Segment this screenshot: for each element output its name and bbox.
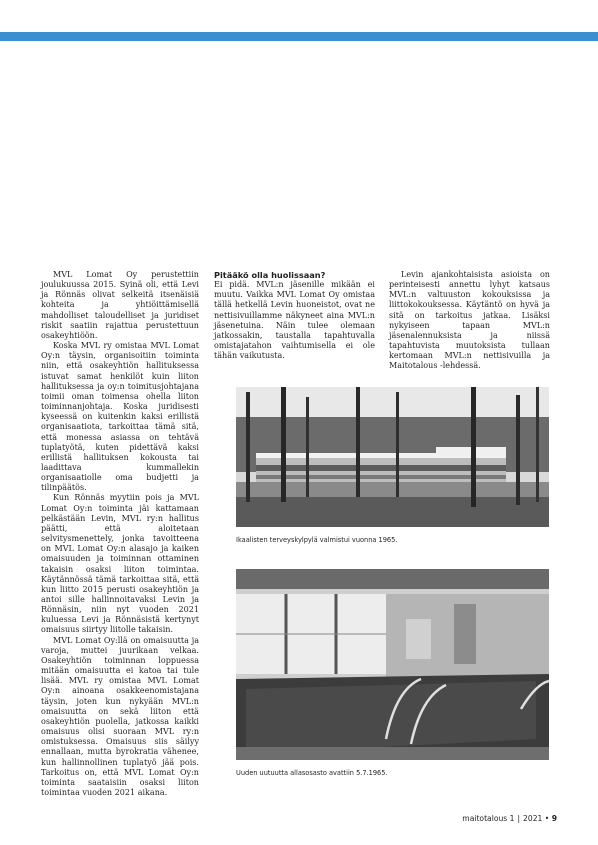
paragraph: Ei pidä. MVL:n jäsenille mikään ei muutu. Vaikka MVL Lomat Oy omistaa tällä hetkellä Levin huoneistot, ovat ne nettisivuillamme näkyneet aina MVL:n jäsenetuina. Näin tulee olemaan jatkossakin, taustalla tapahtuvalla omistajatahon vaihtumisella ei ole tähän vaikutusta. [214, 280, 375, 361]
paragraph: MVL Lomat Oy perustettiin joulukuussa 2015. Syinä oli, että Levi ja Rönnäs olivat selkeitä itsenäisiä kohteita ja yhtiöittämisellä mahdolliset taloudelliset ja juridiset riskit saatiin rajattua perustettuun osakeyhtiöön. [41, 270, 199, 340]
photo-caption: Uuden uutuutta allasosasto avattiin 5.7.1965. [236, 769, 388, 777]
paragraph: Levin ajankohtaisista asioista on perinteisesti annettu lyhyt katsaus MVL:n valtuuston kokouksissa ja liittokokouksessa. Käytäntö on hyvä ja sitä on tarkoitus jatkaa. Lisäksi nykyiseen tapaan MVL:n jäsenalennuksista ja niissä tapahtuvista muutoksista tullaan kertomaan MVL:n nettisivuilla ja Maitotalous -lehdessä. [389, 270, 550, 371]
article-column-1 [41, 270, 199, 798]
top-accent-bar [0, 32, 598, 41]
spa-building-photo [236, 387, 549, 527]
publication-name: maitotalous 1 [462, 814, 515, 823]
section-heading: Pitääkö olla huolissaan? [214, 270, 326, 280]
publication-year: 2021 [523, 814, 543, 823]
paragraph: MVL Lomat Oy:llä on omaisuutta ja varoja, muttei juurikaan velkaa. Osakeyhtiön toiminnan loppuessa mitään omaisuutta ei katoa tai tule lisää. MVL ry omistaa MVL Lomat Oy:n ainoana osakkeenomistajana täysin, joten kun nykyään MVL:n omaisuutta on sekä liiton että osakeyhtiön puolella, jatkossa kaikki omaisuus olisi suoraan MVL ry:n omistuksessa. Omaisuus siis säilyy ennallaan, mutta byrokratia vähenee, kun hallinnollinen tuplatyö jää pois. Tarkoitus on, että MVL Lomat Oy:n toiminta saataisiin osaksi liiton toimintaa vuoden 2021 aikana. [41, 635, 199, 797]
article-column-2 [214, 270, 375, 361]
pool-hall-photo [236, 569, 549, 760]
paragraph: Kun Rönnäs myytiin pois ja MVL Lomat Oy:n toiminta jäi kattamaan pelkästään Levin, MVL ry:n hallitus päätti, että aloitetaan selvitysmenettely, jonka tavoitteena on MVL Lomat Oy:n alasajo ja kaiken omaisuuden ja toiminnan ottaminen takaisin osaksi liiton toimintaa. Käytännössä tämä tarkoittaa sitä, että kun liitto 2015 perusti osakeyhtiön ja antoi sille hallinnoitavaksi Levin ja Rönnäsin, niin nyt vuoden 2021 kuluessa Levi ja Rönnäsistä kertynyt omaisuus siirtyy liitolle takaisin. [41, 493, 199, 635]
footer-bullet: • [544, 814, 550, 823]
photo-caption: Ikaalisten terveyskylpylä valmistui vuonna 1965. [236, 536, 398, 544]
article-column-3 [389, 270, 550, 372]
paragraph: Koska MVL ry omistaa MVL Lomat Oy:n täysin, organisoitiin toiminta niin, että osakeyhtiön hallituksessa istuvat samat henkilöt kuin liiton hallituksessa ja oy:n toimitusjohtajana toimii oman toimensa ohella liiton toiminnanjohtaja. Koska juridisesti kyseessä on kuitenkin kaksi erillistä organisaatiota, tarkoittaa tämä sitä, että monessa asiassa on tehtävä tuplatyötä, kuten pidettävä kaksi erillistä hallituksen kokousta tai laadittava kummallekin organisaatiolle oma budjetti ja tilinpäätös. [41, 341, 199, 493]
page-footer: maitotalous 1 | 2021 • 9 [462, 814, 557, 823]
page-number: 9 [551, 814, 557, 823]
